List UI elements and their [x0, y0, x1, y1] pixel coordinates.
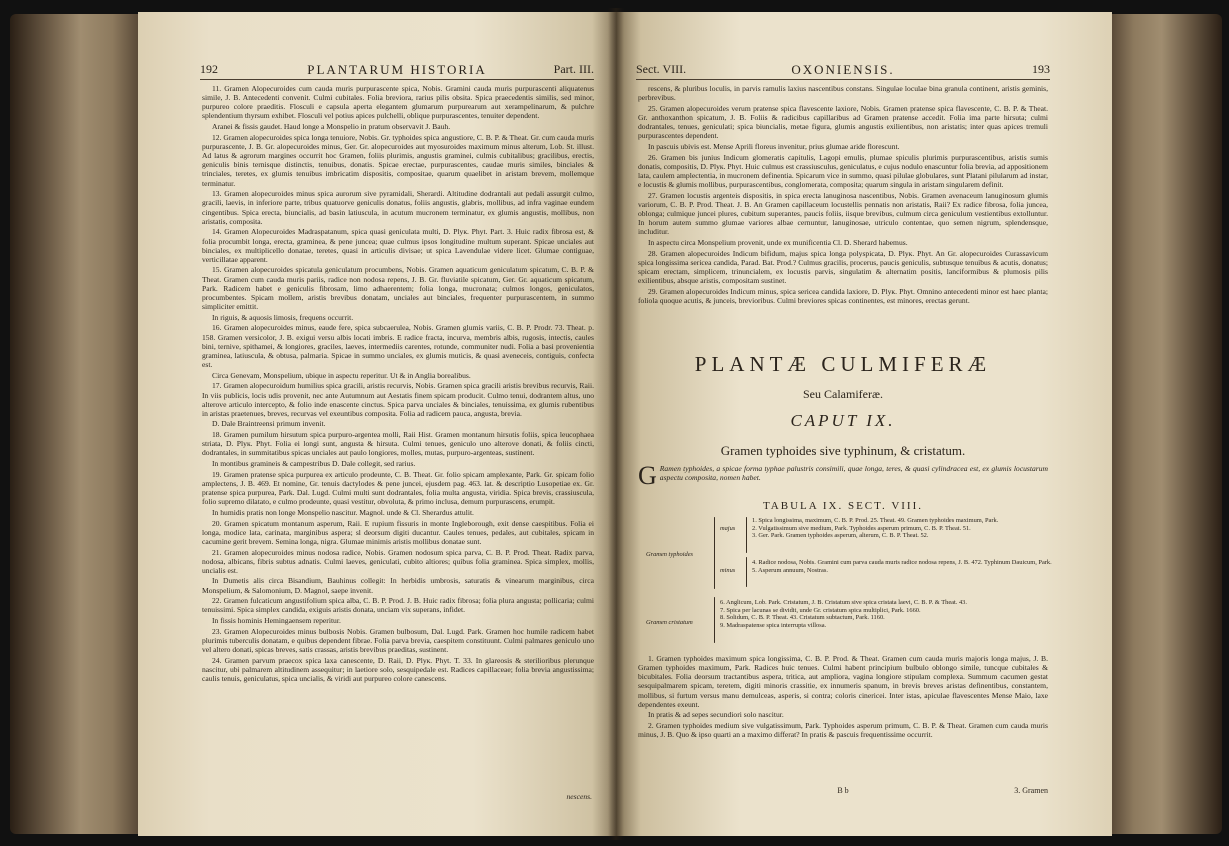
table-entry: 2. Vulgatissimum sive medium, Park. Typhoides asperum primum, C. B. P. Theat. 51.	[752, 524, 971, 532]
paragraph: 1. Gramen typhoides maximum spica longissima, C. B. P. Prod. & Theat. Gramen cum cauda muris majoris longa majus, J. B. Gramen typhoides maximum, Park. Radices huic tenues. Culmi habent principium bulbulo oblongo simile, tuncque cubitales & bicubitales. Folia deorsum tractantibus aspera, tritica, aut ampliora, vagina longiore stipulam complexa. Summum cacumen gestat sesquipalmarem spicam, teretem, digiti minoris crassitie, ex innumeris spanum, in brevis breves aristas definentibus, constantem, mollibus, si furtum versus manu demulceas, asperis, si contra; coloris cinericei. Inter istas, apiculae flavescentes Mense Maio, laxe dependentes exeunt.	[638, 654, 1048, 709]
majus-items	[752, 517, 1052, 540]
paragraph: Aranei & fissis gaudet. Haud longe a Monspelio in pratum observavit J. Bauh.	[212, 122, 451, 132]
paragraph: 23. Gramen Alopecuroides minus bulbosis Nobis. Gramen bulbosum, Dal. Lugd. Park. Gramen hoc humile radicem habet plurimis tuberculis donatam, e quibus dependent fibrae. Folia parva brevia, caespitem constituunt. Culmi palmares geniculo uno vel altero donati, spicas breves, satis crassas, aristis brevibus praeditas, sustinent.	[202, 626, 594, 655]
paragraph: 28. Gramen alopecuroides Indicum bifidum, majus spica longa polyspicata, D. Plук. Phyt. An Gr. alopecuroides Curassavicum spica longissima sericea candida, Parad. Bat. Prod.? Culmus gracilis, procerus, paucis geniculis, subtusque tenuibus & acutis, donatus; spicam erectam, simplicem, trinuncialem, ex locustis parvis, singulatim & alternatim positis, lanciformibus & plumosis pilis exilientibus, absque aristis, compositam sustinet.	[638, 248, 1048, 286]
paragraph: 27. Gramen locustis argenteis dispositis, in spica erecta lanuginosa nascentibus, Nobis. Gramen avenaceum lanuginosum glumis variorum, C. B. P. Prod. Theat. J. B. An Gramen capillaceum locustellis pennatis non aristatis, Raii? Ex radice fibrosa, folia juncea, oblonga; culmique juncei plures, cubitum superantes, paucis foliis, iisque brevibus, culmum circa geniculum vestientibus extolluntur. In horum autem summo glumae variores albae cernuntur, lanuginosae, utriculo contentae, quo semen nigrum, splendensque, includitur.	[638, 190, 1048, 237]
paragraph: In Dumetis alis circa Bisandium, Bauhinus collegit: In herbidis umbrosis, saturatis & vinearum marginibus, circa Monspelium, & Salomonium, D. Magnol, saepe invenit.	[202, 576, 594, 595]
book-gutter	[608, 8, 624, 840]
brace-majus	[746, 517, 747, 553]
paragraph: 12. Gramen alopecuroides spica longa tenuiore, Nobis. Gr. typhoides spica angustiore, C. B. P. & Theat. Gr. cum cauda muris purpurascente, J. B. Gr. alopecuroides minus, Ger. Gr. alopecuroides aut myosuroides maximum minus alterum, Lob. St. illust. Ad latus & agrorum margines occurrit hoc Gramen, foliis plurimis, angustis graminei, culmis cubitalibus; gracilibus, erectis, geniculis binis ternisque distinctis, tenuibus, donatis. Spicae erectae, purpurascentes, caudae muris similes, binciales & trinciales, teretes, ex glumis tenuibus imbricatim dispositis, compositae, quarum quaelibet in aristam brevem, mollemque terminatur.	[202, 132, 594, 188]
synopsis-table	[646, 517, 1052, 647]
right-text-column	[638, 84, 1048, 307]
right-head-rule	[636, 79, 1050, 80]
group-label-typhoides: Gramen typhoides	[646, 551, 694, 558]
paragraph: 21. Gramen alopecuroides minus nodosa radice, Nobis. Gramen nodosum spica parva, C. B. P. Prod. Theat. Radix parva, nodosa, albicans, fibris subtus adnatis. Culmi laeves, geniculati, cubito altiores; quibus folia graminea. Spica simplex, mollis, uncialis est.	[202, 547, 594, 575]
paragraph: 11. Gramen Alopecuroides cum cauda muris purpurascente spica, Nobis. Gramini cauda muris purpurascenti aliquatenus simile, J. B. Antecedenti convenit. Culmi cubitales. Folia breviora, rarius pilis obsita. Spica praecedentis similis, sed minor, purpureo colore praeditis. Flosculi e capsula aperta elegantem glumarum purpurearum aut xerampelinarum, & pulchre splendentium thyrsum exhibet. Flosculi vel potius apices pulchelli, oblique purpurascentes, tenuiter dependent.	[202, 84, 594, 121]
drop-cap: G	[638, 461, 657, 490]
paragraph: In pratis & ad sepes secundiori solo nascitur.	[648, 710, 784, 720]
table-entry: 4. Radice nodosa, Nobis. Gramini cum parva cauda muris radice nodosa repens, J. B. 472. Typhinum Dauicum, Park.	[752, 559, 1052, 566]
left-head-rule	[200, 79, 594, 80]
class-subtitle: Seu Calamiferæ.	[803, 387, 883, 401]
paragraph: D. Dale Braintreensi primum invenit.	[212, 419, 326, 429]
class-title: PLANTÆ CULMIFERÆ	[694, 352, 992, 376]
paragraph: Circa Genevam, Monspelium, ubique in aspectu reperitur. Ut & in Anglia borealibus.	[212, 370, 471, 380]
right-page-stack	[1112, 14, 1222, 834]
left-catchword: nescens.	[566, 792, 592, 801]
paragraph: 15. Gramen alopecuroides spicatula geniculatum procumbens, Nobis. Gramen aquaticum geniculatum spicatum, C. B. P. & Theat. Gramen cum cauda muris pariis, radice non nodosa repens, J. B. Gr. fluviatile spicatum, Ger. Gr. aquaticum spicatum, Park. Radicem habet e geniculis fibrosam, limo adhaerentem; folia longa, mucronata; culmos longos, geniculatos, procumbentes. Spicam mollem, aristis brevibus donatam, unciales aut binciales, frequenter purpurascentem, in summo simpliciter emittit.	[202, 265, 594, 312]
left-page-stack	[10, 14, 138, 834]
left-running-head	[200, 62, 594, 78]
paragraph: rescens, & pluribus loculis, in parvis ramulis laxius nascentibus constans. Singulae loculae bina granula continent, aristis geminis, perbrevibus.	[638, 84, 1048, 103]
paragraph: 22. Gramen fulcaticum angustifolium spica alba, C. B. P. Prod. J. B. Huic radix fibrosa; folia plura angusta; pollicaria; culmi tenuissimi. Spica simplex candida, exiguis aristis donata, unciam vix superans, infidet.	[202, 596, 594, 615]
minus-items	[752, 559, 1052, 574]
tabula-title: TABULA IX. SECT. VIII.	[762, 500, 924, 512]
left-text-column	[202, 84, 594, 685]
right-page	[616, 12, 1112, 836]
left-page	[138, 12, 616, 836]
paragraph: 25. Gramen alopecuroides verum pratense spica flavescente laxiore, Nobis. Gramen pratense spica flavescente, C. B. P. & Theat. Gr. anthoxanthon spicatum, J. B. Foliis & radicibus capillaribus ad Gramen pratense accedit. Folia ima parte hirsuta; culmi dodrantales, tenues, geniculati; spica biuncialis, metae figura, glumis angustis exilientibus, non aristatis; inter quas apices tremuli purpurascentes dependent.	[638, 103, 1048, 141]
table-entry: 3. Ger. Park. Gramen typhoides asperum, alterum, C. B. P. Theat. 52.	[752, 532, 929, 540]
chapter-title: Gramen typhoides sive typhinum, & cristatum.	[720, 443, 966, 458]
paragraph: 20. Gramen spicatum montanum asperum, Raii. E rupium fissuris in monte Ingleborough, exit dense caespitibus. Folia ei longa, modice lata, carinata, marginibus aspera; sl deorsum digiti ducantur. Caules tenues, pedales, aut cubitales, spicam in cacumine gerit brevem. Semina longa, nigra. Glumae minimis aristis mollibus donatae sunt.	[202, 518, 594, 546]
group-label-cristatum: Gramen cristatum	[646, 619, 693, 626]
right-running-title: OXONIENSIS.	[791, 62, 895, 77]
paragraph: In montibus gramineis & campestribus D. Dale collegit, sed rarius.	[212, 459, 416, 469]
paragraph: In humidis pratis non longe Monspelio nascitur. Magnol. unde & Cl. Sherardus attulit.	[212, 507, 474, 517]
left-part-label: Part. III.	[553, 62, 594, 76]
paragraph: 16. Gramen alopecuroides minus, eaude fere, spica subcaerulea, Nobis. Gramen glumis variis, C. B. P. Prodr. 73. Theat. p. 158. Gramen versicolor, J. B. exigui versu albis locati imbris. E radice fracta, incurva, membris albis, rugosis, intectis, caules bini, ternive, spithamei, & longiores, graciles, laeves, intermediis carentes, rotunde, communiter nudi. Folia a basi provenientia graminea, latiuscula, & obtusa, palmaria. Spicae in summo unciales, ex glumis muticis, & quasi aveneceis, contiguis, confecta est.	[202, 323, 594, 370]
signature-mark: B b	[837, 786, 849, 795]
paragraph: 29. Gramen alopecuroides Indicum minus, spica sericea candida laxiore, D. Plук. Phyt. Omnino antecedenti minor est haec planta; foliola quoque acutis, & junceis, brevioribus. Culmi breviores spicas continentes, est minores, erectas gerunt.	[638, 286, 1048, 305]
subgroup-majus: majus	[720, 525, 736, 532]
paragraph: 24. Gramen parvum praecox spica laxa canescente, D. Raii, D. Plук. Phyt. T. 33. In glareosis & sterilioribus plerunque nascitur, ubi palmarem altitudinem assequitur; in laetiore solo, sesquipedale est. Radices capillaceae; folia brevia angustissima; caulis tenuis, geniculatus, spica uncialis, & viridi aut purpureo colore canescens.	[202, 655, 594, 684]
right-running-head	[636, 62, 1050, 78]
open-book	[10, 8, 1222, 840]
table-entry: 6. Anglicum, Lob. Park. Cristatum, J. B. Cristatum sive spica cristata laevi, C. B. P. & Theat. 43.	[720, 599, 967, 606]
brace-minus	[746, 557, 747, 587]
table-entry: 8. Solidum, C. B. P. Theat. 43. Cristatum subtactum, Park. 1160.	[720, 614, 885, 622]
right-page-number: 193	[1032, 62, 1050, 76]
table-entry: 1. Spica longissima, maximum, C. B. P. Prod. 25. Theat. 49. Gramen typhoides maximum, Park.	[752, 517, 999, 524]
caput-label: CAPUT IX.	[790, 411, 896, 430]
table-entry: 5. Asperum annuum, Nostras.	[752, 566, 828, 574]
cristatum-items	[720, 599, 1052, 629]
subgroup-minus: minus	[720, 567, 736, 574]
table-entry: 7. Spica per lacunas se dividit, unde Gr. cristatum spica multiplici, Park. 1660.	[720, 606, 921, 614]
left-running-title: PLANTARUM HISTORIA	[307, 62, 487, 77]
paragraph: 19. Gramen pratense spica purpurea ex articulo prodeunte, C. B. Theat. Gr. folio spicam amplexante, Park. Gr. spicam folio amplectens, J. B. 469. Et nomine, Gr. tenuis dactylodes & pene juncei, ejusdem pag. 463. lat. & descriptio Lusopetiae ex. Gr. pratense spica purpurea, Park. Dal. Lugd. Culmi multi sunt dodrantales, folia multa angusta, viridia. Spica brevis, crassiuscula, folio supremo dilatato, e culmo prodeunte, quasi vestitur, obvoluta, & primo inclusa, demum purpurascens, erumpit.	[202, 469, 594, 507]
paragraph: 17. Gramen alopecuroidum humilius spica gracili, aristis recurvis, Nobis. Gramen spica gracili aristis brevibus recurvis, Raii. In viis publicis, locis udis provenit, nec ante Autumnum aut Aestatis finem spicam producit. Culmo tenui, dodrantem altus, uno alterove articulo intercepto, & folio inde enascente cinctus. Spica parva unciales & binciales, tenuissima, ex glumis rubentibus in aristas praetenues, breves, recurvas vel exeuntibus composita. Folia ad radicem pauca, angusta, brevia.	[202, 381, 594, 418]
intro-text: Ramen typhoides, a spicae forma typhae palustris consimili, quae longa, teres, & quasi cylindracea est, ex glumis locustarum aspectu composita, nomen habet.	[659, 464, 1048, 483]
paragraph: In fissis hominis Hemingaensem reperitur.	[212, 616, 341, 626]
chapter-heading	[638, 352, 1048, 459]
table-entry: 9. Madraspatense spica interrupta villosa.	[720, 621, 827, 629]
right-lower-text	[638, 654, 1048, 741]
paragraph: 13. Gramen alopecuroides minus spica aurorum sive pyramidali, Sherardi. Altitudine dodrantali aut pedali assurgit culmo, gracili, laevis, in inferiore parte, tribus quatuorve geniculis donatus, foliis angustis, glabris, mollibus, ad infra vaginae eundem cingentibus. Spica erecta, biuncialis, ad basin latiuscula, in acutum mucronem terminatur, ex glumis angustis, mollibus, non aristatis, composita.	[202, 189, 594, 226]
paragraph: 14. Gramen Alopecuroides Madraspatanum, spica quasi geniculata multi, D. Plук. Phyt. Part. 3. Huic radix fibrosa est, & folia procumbit longa, erecta, graminea, & pene juncea; quae culmus ipsos longitudine multum superant. Spicae unciales aut binciales, ex multiplicello donatae, teretes, quasi in articulis divisae; ut spica Lavendulae videre licet. Glumae contiguae, verticillatae apparent.	[202, 227, 594, 264]
right-section-label: Sect. VIII.	[636, 62, 687, 76]
paragraph: 18. Gramen pumilum hirsutum spica purpuro-argentea molli, Raii Hist. Gramen montanum hirsutis foliis, spica leucophaea striata, D. Plук. Phyt. Folia ei longi sunt, angusta & hirsuta. Culmi tenues, geniculo uno alterove donati, & foliis cincti, dodrantales, in summitatibus spicas unciales aut paulo longiores, molles, mutas, purpuro-argenteas, sustinent.	[202, 430, 594, 458]
chapter-intro	[638, 461, 1048, 490]
paragraph: 26. Gramen bis junius Indicum glomeratis capitulis, Lagopi emulis, plumae spiculis plurimis purpurascentibus, aristis sumis donatis, compositis, D. Plук. Phyt. Huic culmus est crassiusculus, geniculatus, e cujus nodulo enascuntur folia brevia, ad appositionem lata, caulem amplectentia, in mucronem definentia. Spicarum vice in summo, quasi pilulae globulares, sunt Platani pilularum ad instar, e locustis & glumis mollibus, purpurascentibus, conglomerata, composita; quarum singula in aristam singularem definit.	[638, 152, 1048, 190]
paragraph: In riguis, & aquosis limosis, frequens occurrit.	[212, 312, 354, 322]
paragraph: In aspectu circa Monspelium provenit, unde ex munificentia Cl. D. Sherard habemus.	[648, 238, 908, 247]
brace-typhoides	[714, 517, 715, 589]
paragraph: In pascuis ubivis est. Mense Aprili floreus invenitur, prius glumae aride florescunt.	[648, 141, 900, 151]
left-page-number: 192	[200, 62, 218, 76]
paragraph: 2. Gramen typhoides medium sive vulgatissimum, Park. Typhoides asperum primum, C. B. P. & Theat. Gramen cum cauda muris minus, J. B. Quo & ipso quarti an a maximo differat? In pratis & pascuis frequentissime occurrit.	[638, 721, 1048, 740]
brace-cristatum	[714, 597, 715, 643]
right-catchword: 3. Gramen	[1014, 786, 1048, 795]
